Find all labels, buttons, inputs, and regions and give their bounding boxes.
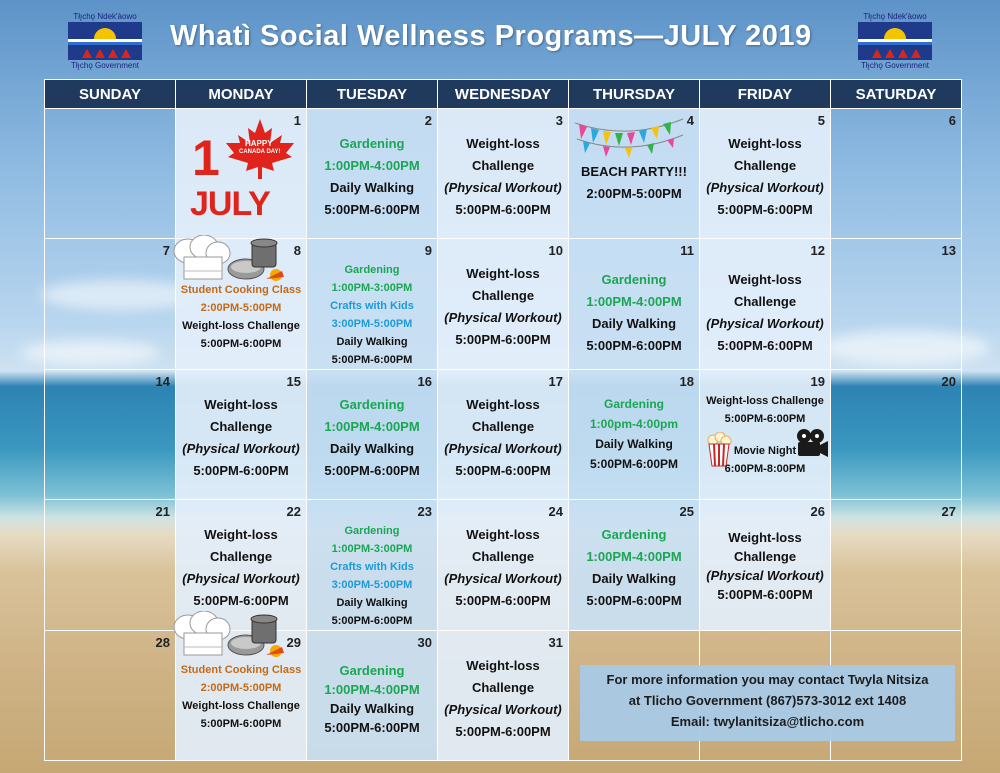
day-number: 8 — [293, 243, 301, 258]
day-cell-1 — [176, 109, 307, 239]
logo-top-text: Tłı̨chǫ Ndek'àowo — [863, 12, 927, 21]
event-gardening: Gardening — [344, 525, 400, 537]
day-cell-30 — [307, 631, 438, 761]
event-time: 5:00PM-6:00PM — [324, 463, 420, 478]
event-physical: (Physical Workout) — [182, 571, 300, 586]
day-number: 19 — [810, 374, 825, 389]
event-walking: Daily Walking — [336, 597, 408, 609]
day-cell-14 — [45, 370, 176, 500]
event-time: 1:00PM-4:00PM — [324, 419, 420, 434]
event-time: 5:00PM-6:00PM — [200, 718, 282, 730]
event-time: 3:00PM-5:00PM — [331, 318, 413, 330]
day-cell-19 — [700, 370, 831, 500]
event-time: 5:00PM-6:00PM — [331, 354, 413, 366]
event-weight-loss-challenge: Weight-loss Challenge — [182, 700, 300, 712]
event-weight-loss: Weight-loss — [466, 136, 540, 151]
event-walking: Daily Walking — [329, 701, 415, 716]
day-cell-2 — [307, 109, 438, 239]
event-time: 5:00PM-6:00PM — [455, 724, 551, 739]
event-beach-party: BEACH PARTY!!! — [581, 164, 687, 179]
day-cell-16 — [307, 370, 438, 500]
day-number: 9 — [424, 243, 432, 258]
event-time: 5:00PM-6:00PM — [455, 332, 551, 347]
day-cell-15 — [176, 370, 307, 500]
event-time: 5:00PM-6:00PM — [455, 202, 551, 217]
event-time: 1:00pm-4:00pm — [589, 417, 679, 431]
event-time: 5:00PM-6:00PM — [589, 457, 679, 471]
event-list — [438, 109, 568, 221]
event-physical: (Physical Workout) — [706, 568, 824, 583]
day-cell-23 — [307, 500, 438, 631]
event-weight-loss: Weight-loss — [728, 136, 802, 151]
day-cell-24 — [438, 500, 569, 631]
event-time: 5:00PM-6:00PM — [324, 720, 420, 735]
calendar-grid — [44, 79, 962, 761]
event-list — [307, 109, 437, 221]
day-cell-7 — [45, 239, 176, 370]
day-cell-4 — [569, 109, 700, 239]
event-challenge: Challenge — [733, 294, 797, 309]
event-weight-loss: Weight-loss — [466, 658, 540, 673]
day-cell-10 — [438, 239, 569, 370]
event-weight-loss: Weight-loss — [728, 272, 802, 287]
day-cell-18 — [569, 370, 700, 500]
day-number: 20 — [941, 374, 956, 389]
event-time: 5:00PM-6:00PM — [324, 202, 420, 217]
day-number: 29 — [286, 635, 301, 650]
weekday-friday: FRIDAY — [700, 80, 831, 109]
day-number: 21 — [155, 504, 170, 519]
day-cell-31 — [438, 631, 569, 761]
event-challenge: Challenge — [471, 288, 535, 303]
day-number: 12 — [810, 243, 825, 258]
event-time: 1:00PM-3:00PM — [331, 282, 413, 294]
day-cell-9 — [307, 239, 438, 370]
event-movie — [700, 428, 830, 478]
event-physical: (Physical Workout) — [444, 702, 562, 717]
weekday-sunday: SUNDAY — [45, 80, 176, 109]
contact-line: at Tlicho Government (867)573-3012 ext 1408 — [628, 693, 907, 708]
tlicho-flag-icon — [68, 22, 142, 60]
event-walking: Daily Walking — [336, 336, 408, 348]
day-cell-11 — [569, 239, 700, 370]
event-time: 1:00PM-4:00PM — [324, 158, 420, 173]
event-weight-loss: Weight-loss — [466, 397, 540, 412]
event-weight-loss: Weight-loss — [466, 266, 540, 281]
event-gardening: Gardening — [601, 272, 667, 287]
day-cell-25 — [569, 500, 700, 631]
day-number: 11 — [680, 243, 694, 258]
event-time: 1:00PM-4:00PM — [324, 682, 420, 697]
event-walking: Daily Walking — [591, 571, 677, 586]
day-number: 7 — [162, 243, 170, 258]
tlicho-logo-left — [66, 12, 144, 72]
event-physical: (Physical Workout) — [444, 571, 562, 586]
event-time: 5:00PM-6:00PM — [455, 463, 551, 478]
event-challenge: Challenge — [471, 158, 535, 173]
event-weight-loss: Weight-loss — [204, 397, 278, 412]
logo-bottom-text: Tłı̨chǫ Government — [70, 61, 140, 70]
event-walking: Daily Walking — [595, 437, 673, 451]
event-time: 5:00PM-6:00PM — [455, 593, 551, 608]
event-time: 2:00PM-5:00PM — [586, 186, 682, 201]
event-time: 2:00PM-5:00PM — [200, 682, 282, 694]
chef-hat-cooking-pot-icon — [170, 235, 290, 291]
day-cell-6 — [831, 109, 962, 239]
event-weight-loss: Weight-loss — [204, 527, 278, 542]
event-time: 5:00PM-6:00PM — [717, 338, 813, 353]
day-number: 14 — [155, 374, 170, 389]
event-crafts: Crafts with Kids — [330, 561, 414, 573]
event-gardening: Gardening — [339, 136, 405, 151]
event-time: 5:00PM-6:00PM — [193, 463, 289, 478]
event-time: 5:00PM-6:00PM — [717, 202, 813, 217]
event-time: 5:00PM-6:00PM — [200, 338, 282, 350]
day-number: 30 — [417, 635, 432, 650]
event-physical: (Physical Workout) — [182, 441, 300, 456]
day-number: 18 — [679, 374, 694, 389]
day-number: 3 — [555, 113, 563, 128]
weekday-tuesday: TUESDAY — [307, 80, 438, 109]
day-number: 31 — [548, 635, 563, 650]
canada-day-graphic — [188, 113, 298, 223]
day-cell-26 — [700, 500, 831, 631]
weekday-header-row — [45, 80, 962, 109]
event-challenge: Challenge — [733, 549, 797, 564]
canada-july: JULY — [190, 185, 270, 223]
day-cell-5 — [700, 109, 831, 239]
event-challenge: Challenge — [733, 158, 797, 173]
event-weight-loss-challenge: Weight-loss Challenge — [706, 395, 824, 407]
day-number: 16 — [417, 374, 432, 389]
canada-day-number: 1 — [192, 130, 220, 186]
event-gardening: Gardening — [339, 663, 405, 678]
event-challenge: Challenge — [471, 549, 535, 564]
event-cooking-class: Student Cooking Class — [180, 284, 302, 296]
day-number: 6 — [948, 113, 956, 128]
weekday-wednesday: WEDNESDAY — [438, 80, 569, 109]
bunting-icon — [573, 115, 685, 161]
event-time: 5:00PM-6:00PM — [586, 593, 682, 608]
week-row — [45, 370, 962, 500]
event-time: 1:00PM-3:00PM — [331, 543, 413, 555]
day-cell-27 — [831, 500, 962, 631]
day-number: 2 — [424, 113, 432, 128]
day-number: 10 — [548, 243, 563, 258]
day-cell-8 — [176, 239, 307, 370]
tlicho-flag-icon — [858, 22, 932, 60]
logo-bottom-text: Tłı̨chǫ Government — [860, 61, 930, 70]
day-number: 26 — [810, 504, 825, 519]
weekday-monday: MONDAY — [176, 80, 307, 109]
week-row — [45, 109, 962, 239]
event-physical: (Physical Workout) — [706, 180, 824, 195]
week-row — [45, 239, 962, 370]
event-physical: (Physical Workout) — [444, 180, 562, 195]
day-number: 4 — [686, 113, 694, 128]
day-number: 22 — [286, 504, 301, 519]
event-weight-loss: Weight-loss — [466, 527, 540, 542]
day-cell-3 — [438, 109, 569, 239]
event-movie-night: Movie Night — [733, 445, 797, 457]
event-time: 1:00PM-4:00PM — [586, 549, 682, 564]
day-number: 1 — [293, 113, 301, 128]
event-challenge: Challenge — [471, 419, 535, 434]
event-challenge: Challenge — [209, 549, 273, 564]
weekday-saturday: SATURDAY — [831, 80, 962, 109]
event-time: 5:00PM-6:00PM — [724, 413, 806, 425]
event-gardening: Gardening — [601, 527, 667, 542]
day-number: 15 — [286, 374, 301, 389]
event-list — [700, 109, 830, 221]
event-challenge: Challenge — [471, 680, 535, 695]
event-time: 1:00PM-4:00PM — [586, 294, 682, 309]
day-number: 13 — [941, 243, 956, 258]
event-cooking-class: Student Cooking Class — [180, 664, 302, 676]
day-cell-empty — [45, 109, 176, 239]
logo-top-text: Tłı̨chǫ Ndek'àowo — [73, 12, 137, 21]
canada-happy: HAPPY — [245, 139, 273, 148]
event-time: 2:00PM-5:00PM — [200, 302, 282, 314]
day-number: 5 — [817, 113, 825, 128]
chef-hat-cooking-pot-icon — [170, 611, 290, 667]
contact-line: For more information you may contact Twyla Nitsiza — [606, 672, 929, 687]
event-time: 6:00PM-8:00PM — [724, 463, 806, 475]
day-number: 17 — [548, 374, 563, 389]
weekday-thursday: THURSDAY — [569, 80, 700, 109]
event-physical: (Physical Workout) — [444, 441, 562, 456]
event-gardening: Gardening — [603, 397, 664, 411]
event-physical: (Physical Workout) — [444, 310, 562, 325]
canada-day-label: CANADA DAY! — [239, 149, 281, 155]
contact-email: Email: twylanitsiza@tlicho.com — [670, 714, 865, 729]
event-gardening: Gardening — [339, 397, 405, 412]
event-walking: Daily Walking — [591, 316, 677, 331]
event-gardening: Gardening — [344, 264, 400, 276]
day-cell-12 — [700, 239, 831, 370]
event-list — [307, 239, 437, 369]
event-time: 5:00PM-6:00PM — [193, 593, 289, 608]
day-cell-29 — [176, 631, 307, 761]
day-cell-28 — [45, 631, 176, 761]
day-number: 27 — [941, 504, 956, 519]
event-crafts: Crafts with Kids — [330, 300, 414, 312]
day-cell-13 — [831, 239, 962, 370]
event-physical: (Physical Workout) — [706, 316, 824, 331]
day-cell-17 — [438, 370, 569, 500]
day-cell-21 — [45, 500, 176, 631]
event-time: 5:00PM-6:00PM — [331, 615, 413, 627]
event-challenge: Challenge — [209, 419, 273, 434]
page-title: Whatì Social Wellness Programs—JULY 2019 — [170, 20, 812, 52]
day-cell-20 — [831, 370, 962, 500]
day-number: 23 — [417, 504, 432, 519]
day-number: 24 — [548, 504, 563, 519]
event-weight-loss-challenge: Weight-loss Challenge — [182, 320, 300, 332]
event-time: 5:00PM-6:00PM — [586, 338, 682, 353]
event-time: 5:00PM-6:00PM — [717, 587, 813, 602]
event-walking: Daily Walking — [329, 180, 415, 195]
event-walking: Daily Walking — [329, 441, 415, 456]
event-time: 3:00PM-5:00PM — [331, 579, 413, 591]
day-number: 25 — [679, 504, 694, 519]
event-list — [307, 500, 437, 630]
contact-info-box — [580, 665, 955, 741]
event-weight-loss: Weight-loss — [728, 530, 802, 545]
tlicho-logo-right — [856, 12, 934, 72]
day-number: 28 — [155, 635, 170, 650]
